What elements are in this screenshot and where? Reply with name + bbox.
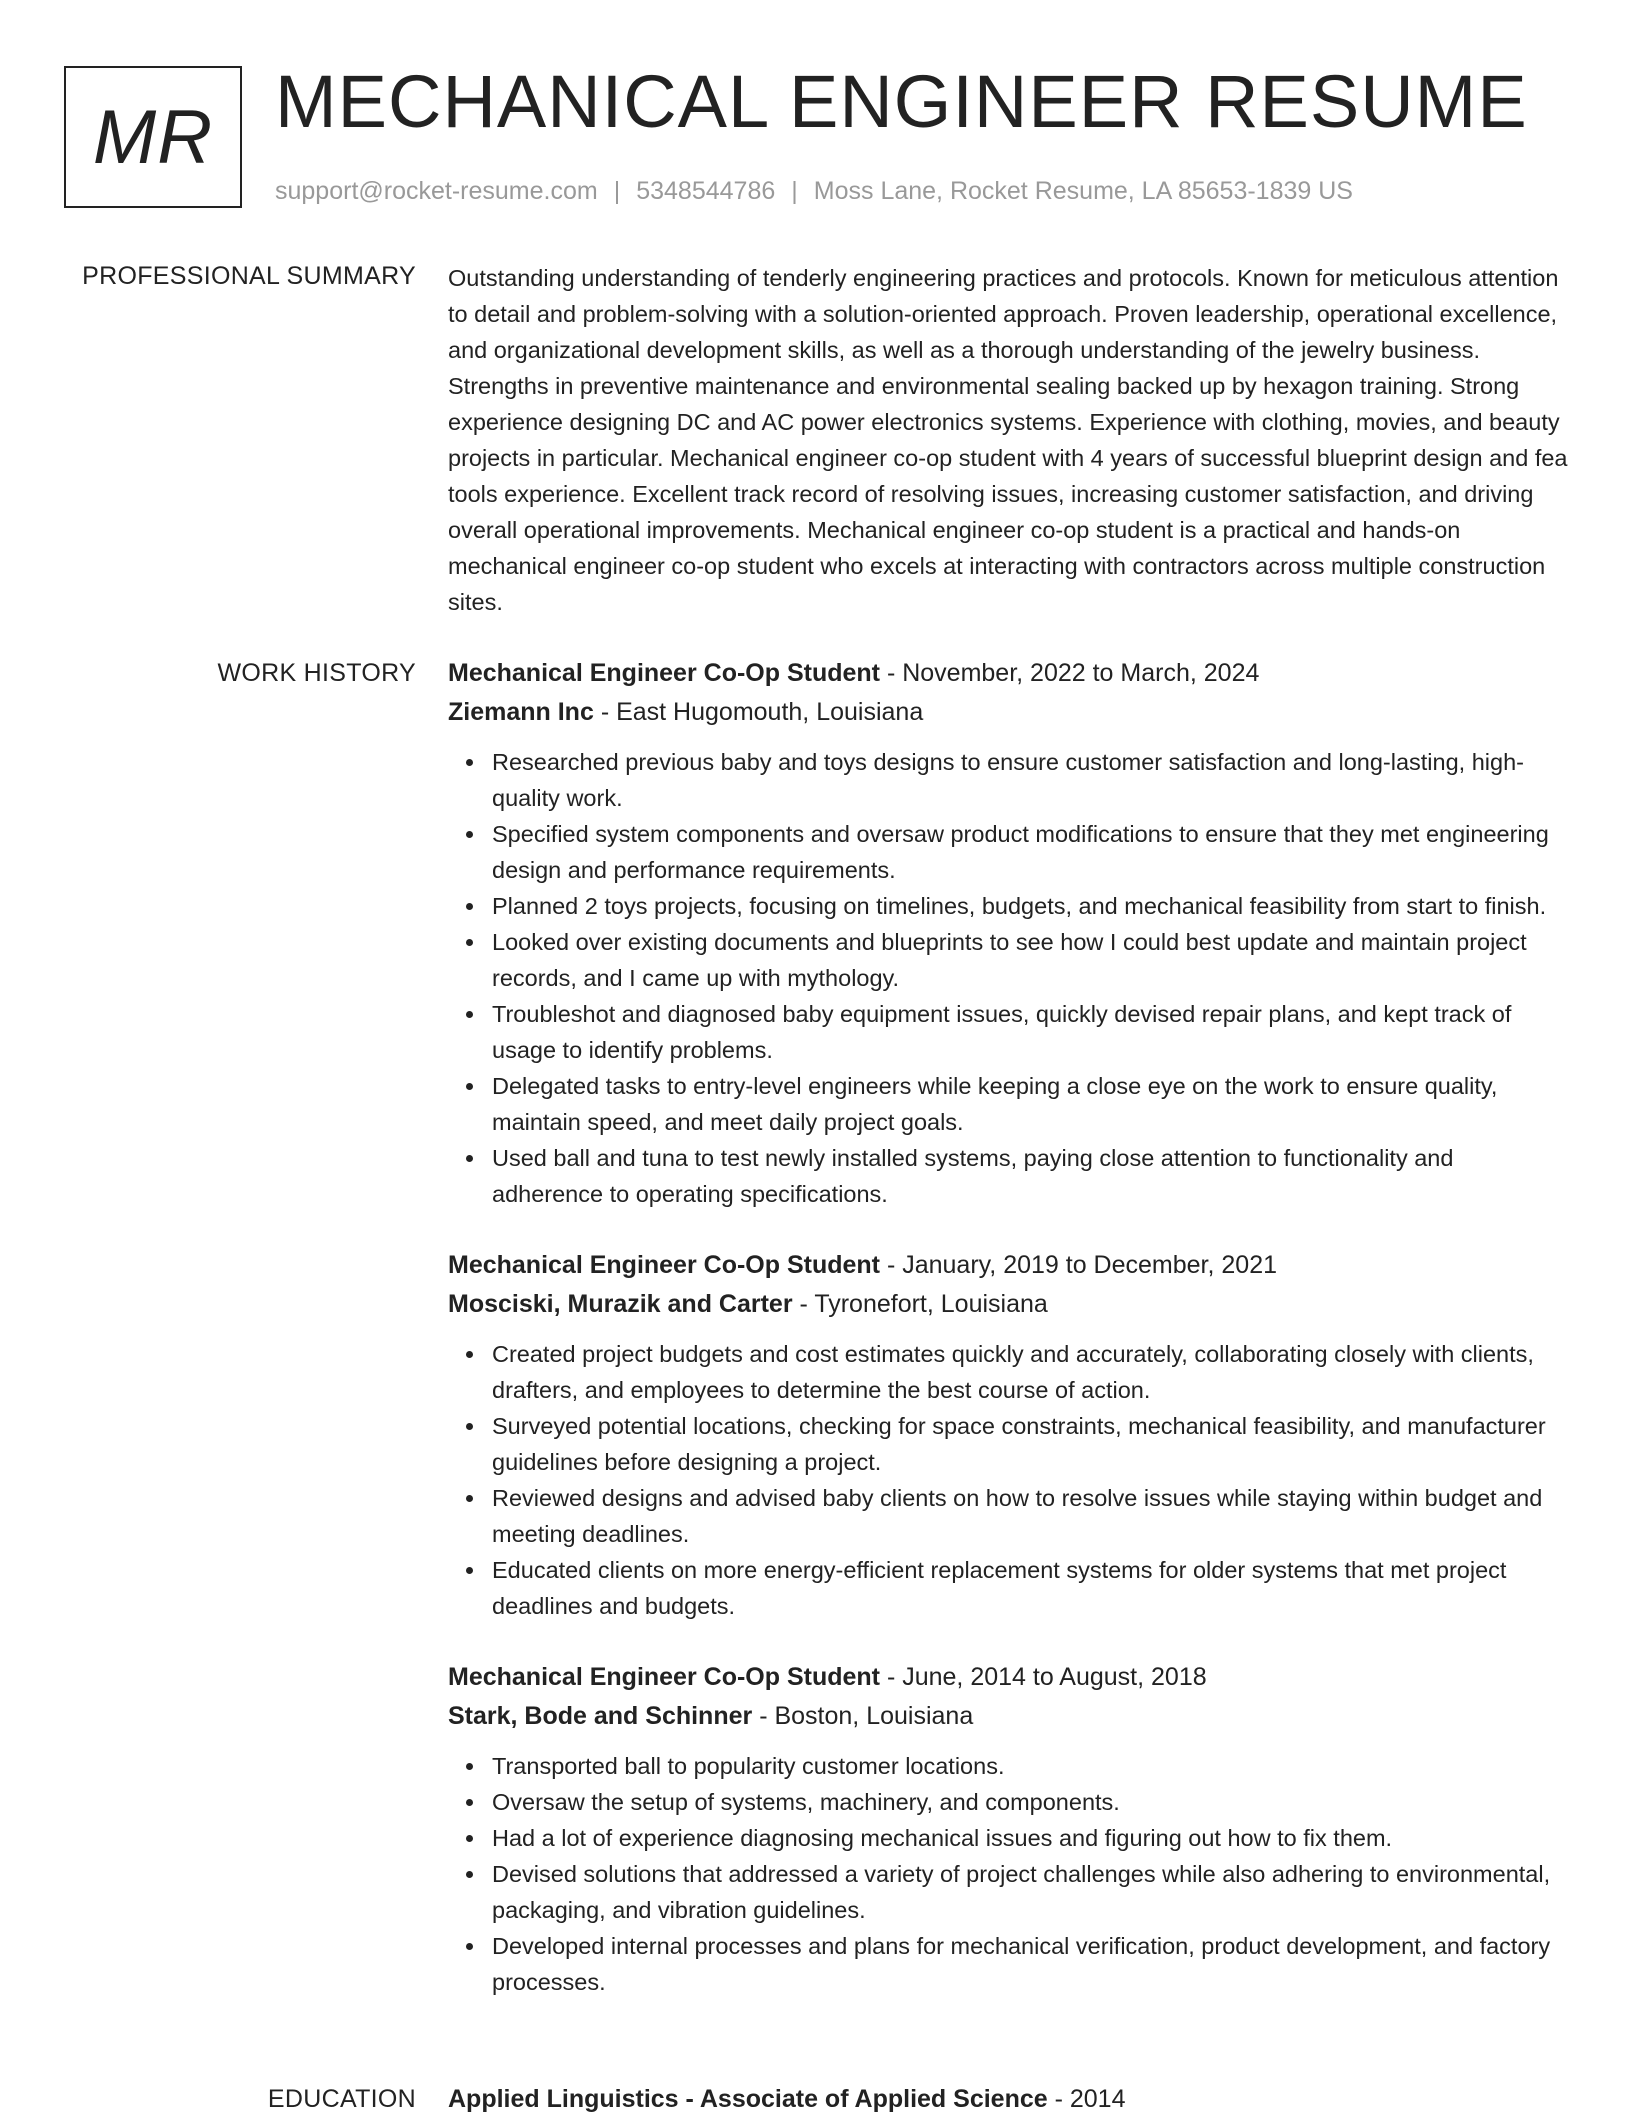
contact-phone[interactable]: 5348544786	[636, 177, 776, 205]
job-bullet: Researched previous baby and toys designs to ensure customer satisfaction and long-lasting, high-quality work.	[492, 744, 1570, 816]
job-title: Mechanical Engineer Co-Op Student	[448, 659, 880, 687]
job-bullet: Used ball and tuna to test newly installed systems, paying close attention to functionality and adherence to operating specifications.	[492, 1140, 1570, 1212]
job-bullet: Developed internal processes and plans for mechanical verification, product development, and factory processes.	[492, 1928, 1570, 2000]
job-dates: - November, 2022 to March, 2024	[880, 659, 1260, 687]
job-title-line	[448, 1658, 1570, 1697]
job-bullet: Transported ball to popularity customer locations.	[492, 1748, 1570, 1784]
contact-line	[275, 174, 1353, 208]
job-company: Ziemann Inc	[448, 698, 594, 726]
job-bullet: Delegated tasks to entry-level engineers while keeping a close eye on the work to ensure quality, maintain speed, and meet daily project goals.	[492, 1068, 1570, 1140]
contact-address: Moss Lane, Rocket Resume, LA 85653-1839 US	[813, 177, 1353, 205]
job-entry	[448, 1658, 1570, 2000]
job-bullet-list	[448, 1336, 1570, 1624]
job-bullet: Surveyed potential locations, checking for space constraints, mechanical feasibility, and manufacturer guidelines before designing a project.	[492, 1408, 1570, 1480]
contact-separator: |	[791, 177, 798, 205]
job-company: Mosciski, Murazik and Carter	[448, 1290, 793, 1318]
summary-section	[448, 260, 1570, 620]
contact-separator: |	[613, 177, 621, 205]
work-section	[448, 654, 1570, 2000]
monogram-initials: MR	[92, 94, 214, 180]
job-location: - Tyronefort, Louisiana	[792, 1290, 1048, 1318]
job-location: - East Hugomouth, Louisiana	[593, 698, 924, 726]
education-entry	[448, 2080, 1570, 2119]
job-bullet: Looked over existing documents and blueprints to see how I could best update and maintain project records, and I came up with mythology.	[492, 924, 1570, 996]
job-bullet: Educated clients on more energy-efficient replacement systems for older systems that met project deadlines and budgets.	[492, 1552, 1570, 1624]
job-title-line	[448, 1246, 1570, 1285]
job-company-line	[448, 1697, 1570, 1736]
job-bullet: Troubleshot and diagnosed baby equipment issues, quickly devised repair plans, and kept track of usage to identify problems.	[492, 996, 1570, 1068]
section-label-work: WORK HISTORY	[217, 659, 416, 687]
monogram-box	[64, 66, 242, 208]
job-location: - Boston, Louisiana	[752, 1702, 974, 1730]
job-title: Mechanical Engineer Co-Op Student	[448, 1663, 880, 1691]
job-bullet: Created project budgets and cost estimates quickly and accurately, collaborating closely with clients, drafters, and employees to determine the best course of action.	[492, 1336, 1570, 1408]
contact-email[interactable]: support@rocket-resume.com	[275, 177, 598, 205]
job-bullet-list	[448, 744, 1570, 1212]
job-dates: - June, 2014 to August, 2018	[880, 1663, 1207, 1691]
job-entry	[448, 654, 1570, 1212]
job-title-line	[448, 654, 1570, 693]
job-bullet-list	[448, 1748, 1570, 2000]
summary-text: Outstanding understanding of tenderly engineering practices and protocols. Known for meticulous attention to detail and problem-solving with a solution-oriented approach. Proven leadership, operational excellence, and organizational development skills, as well as a thorough understanding of the jewelry business. Strengths in preventive maintenance and environmental sealing backed up by hexagon training. Strong experience designing DC and AC power electronics systems. Experience with clothing, movies, and beauty projects in particular. Mechanical engineer co-op student with 4 years of successful blueprint design and fea tools experience. Excellent track record of resolving issues, increasing customer satisfaction, and driving overall operational improvements. Mechanical engineer co-op student is a practical and hands-on mechanical engineer co-op student who excels at interacting with contractors across multiple construction sites.	[448, 265, 1568, 615]
section-label-education: EDUCATION	[267, 2085, 416, 2113]
job-bullet: Specified system components and oversaw product modifications to ensure that they met engineering design and performance requirements.	[492, 816, 1570, 888]
job-bullet: Had a lot of experience diagnosing mechanical issues and figuring out how to fix them.	[492, 1820, 1570, 1856]
resume-title: MECHANICAL ENGINEER RESUME	[275, 60, 1528, 143]
job-bullet: Reviewed designs and advised baby clients on how to resolve issues while staying within budget and meeting deadlines.	[492, 1480, 1570, 1552]
education-section	[448, 2080, 1570, 2119]
job-company-line	[448, 1285, 1570, 1324]
section-label-summary: PROFESSIONAL SUMMARY	[82, 262, 416, 290]
job-company: Stark, Bode and Schinner	[448, 1702, 753, 1730]
job-entry	[448, 1246, 1570, 1624]
education-year: - 2014	[1047, 2085, 1126, 2113]
education-degree: Applied Linguistics - Associate of Applied Science	[448, 2085, 1048, 2113]
job-bullet: Planned 2 toys projects, focusing on timelines, budgets, and mechanical feasibility from start to finish.	[492, 888, 1570, 924]
job-bullet: Devised solutions that addressed a variety of project challenges while also adhering to environmental, packaging, and vibration guidelines.	[492, 1856, 1570, 1928]
job-title: Mechanical Engineer Co-Op Student	[448, 1251, 880, 1279]
job-dates: - January, 2019 to December, 2021	[880, 1251, 1277, 1279]
job-bullet: Oversaw the setup of systems, machinery, and components.	[492, 1784, 1570, 1820]
job-company-line	[448, 693, 1570, 732]
